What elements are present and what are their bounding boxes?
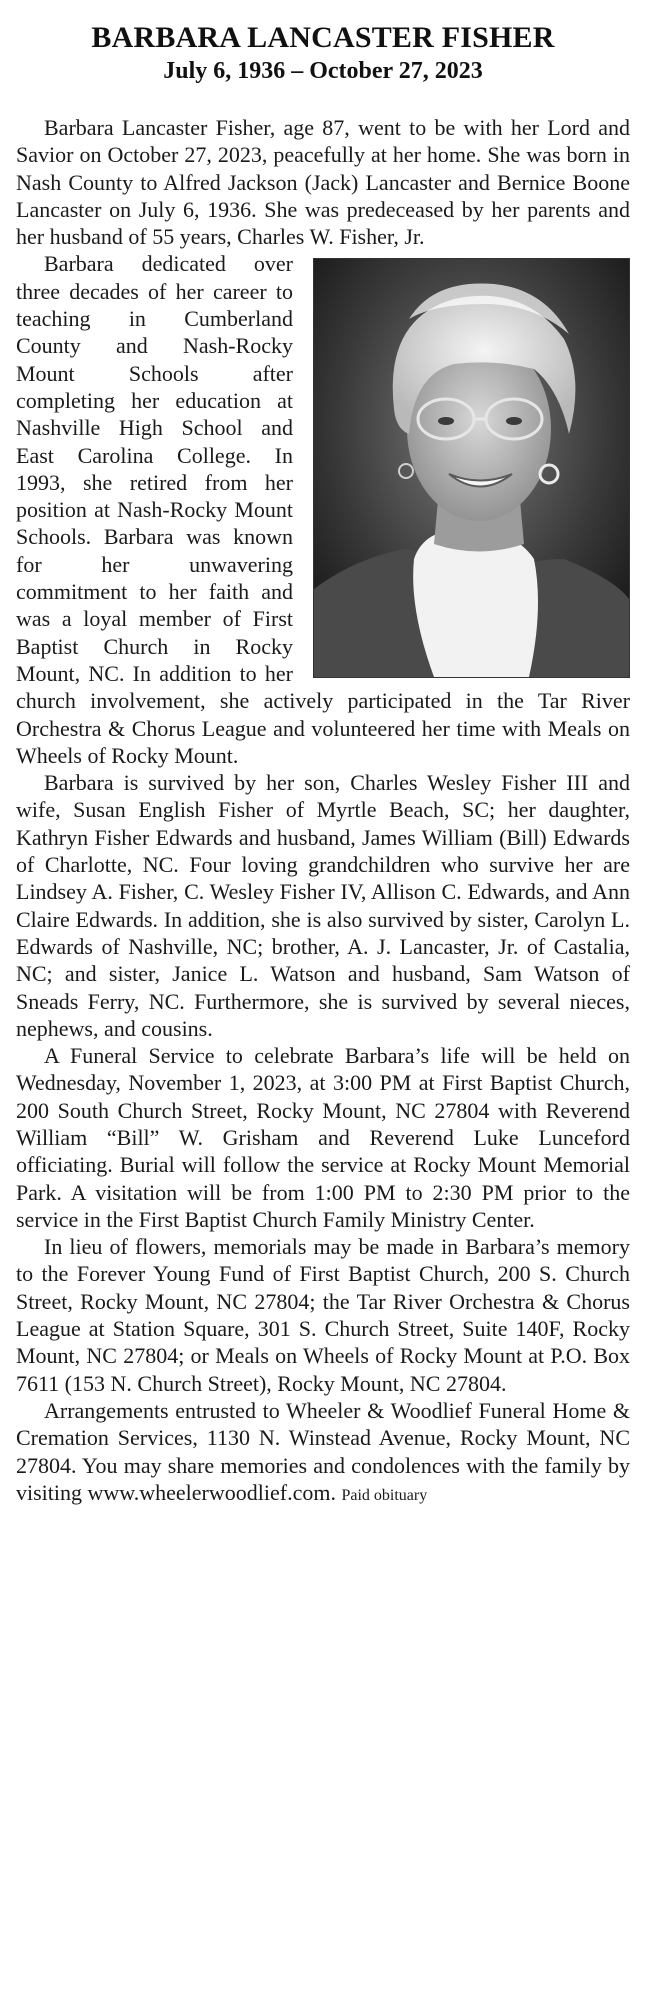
life-dates: July 6, 1936 – October 27, 2023	[163, 58, 483, 84]
paragraph-intro: Barbara Lancaster Fisher, age 87, went to be with her Lord and Savior on October 27, 2023, peacefully at her home. She was born in Nash County to Alfred Jackson (Jack) Lancaster and Bernice Boone Lancaster on July 6, 1936. She was predeceased by her parents and her husband of 55 years, Charles W. Fisher, Jr.	[16, 115, 630, 250]
obituary-body	[16, 114, 630, 1509]
portrait-photo-wrapper	[313, 250, 630, 678]
paragraph-memorials: In lieu of flowers, memorials may be made in Barbara’s memory to the Forever Young Fund of First Baptist Church, 200 S. Church Street, Rocky Mount, NC 27804; the Tar River Orchestra & Chorus League at Station Square, 301 S. Church Street, Suite 140F, Rocky Mount, NC 27804; or Meals on Wheels of Rocky Mount at P.O. Box 7611 (153 N. Church Street), Rocky Mount, NC 27804.	[16, 1234, 630, 1396]
paragraph-survivors: Barbara is survived by her son, Charles Wesley Fisher III and wife, Susan English Fisher of Myrtle Beach, SC; her daughter, Kathryn Fisher Edwards and husband, James William (Bill) Edwards of Charlotte, NC. Four loving grandchildren who survive her are Lindsey A. Fisher, C. Wesley Fisher IV, Allison C. Edwards, and Ann Claire Edwards. In addition, she is also survived by sister, Carolyn L. Edwards of Nashville, NC; brother, A. J. Lancaster, Jr. of Castalia, NC; and sister, Janice L. Watson and husband, Sam Watson of Sneads Ferry, NC. Furthermore, she is survived by several nieces, nephews, and cousins.	[16, 770, 630, 1041]
paragraph-career: Barbara dedicated over three decades of her career to teaching in Cumberland County and Nash-Rocky Mount Schools after completing her education at Nashville High School and East Carolina College. In 1993, she retired from her position at Nash-Rocky Mount Schools. Barbara was known for her unwavering commitment to her faith and was a loyal member of First Baptist Church in Rocky Mount, NC. In addition to her church involvement, she actively participated in the Tar River Orchestra & Chorus League and volunteered her time with Meals on Wheels of Rocky Mount.	[16, 251, 630, 768]
obituary-name: BARBARA LANCASTER FISHER	[91, 21, 555, 54]
paid-obituary-label: Paid obituary	[341, 1486, 428, 1504]
paragraph-arrangements	[16, 1397, 630, 1509]
portrait-illustration	[314, 259, 629, 677]
arrangements-text: Arrangements entrusted to Wheeler & Woodlief Funeral Home & Cremation Services, 1130 N. Winstead Avenue, Rocky Mount, NC 27804. You may share memories and condolences with the family by visiting www.wheelerwoodlief.com.	[16, 1397, 630, 1505]
portrait-photo	[313, 258, 630, 678]
paragraph-funeral-service: A Funeral Service to celebrate Barbara’s life will be held on Wednesday, November 1, 2023, at 3:00 PM at First Baptist Church, 200 South Church Street, Rocky Mount, NC 27804 with Reverend William “Bill” W. Grisham and Reverend Luke Lunceford officiating. Burial will follow the service at Rocky Mount Memorial Park. A visitation will be from 1:00 PM to 2:30 PM prior to the service in the First Baptist Church Family Ministry Center.	[16, 1043, 630, 1232]
